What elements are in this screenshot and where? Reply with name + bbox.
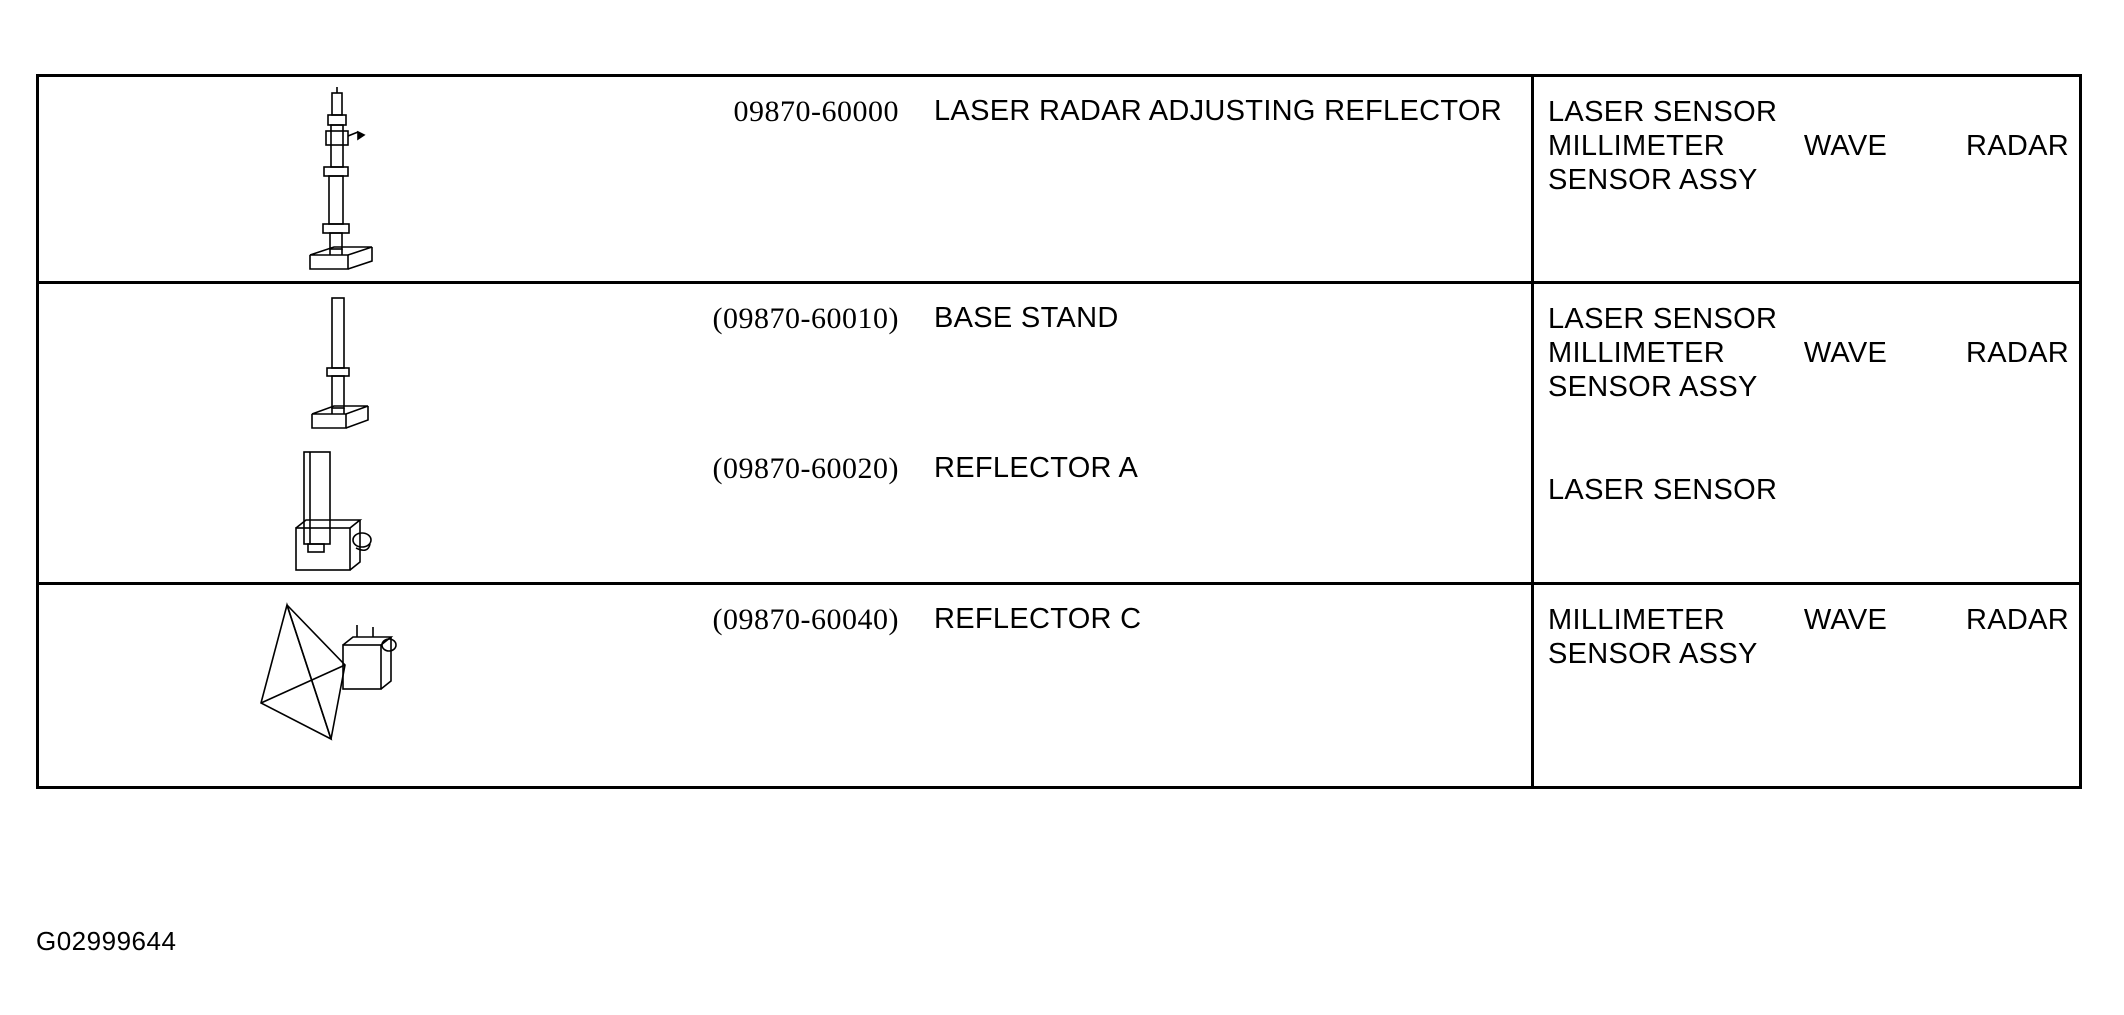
application-word: WAVE bbox=[1803, 130, 1888, 163]
application-word: MILLIMETER bbox=[1548, 604, 1726, 636]
application-cell bbox=[1534, 284, 2079, 582]
application-spacer bbox=[1548, 439, 2069, 473]
row-tool-list bbox=[39, 585, 1534, 786]
table-row bbox=[39, 284, 2079, 585]
application-word: RADAR bbox=[1965, 337, 2069, 370]
tool-entry bbox=[39, 77, 1531, 281]
application-line: LASER SENSOR bbox=[1548, 96, 1778, 128]
reflector-c-icon bbox=[249, 599, 429, 759]
figure-cell bbox=[39, 284, 639, 434]
base-stand-icon bbox=[284, 294, 394, 434]
figure-caption: G02999644 bbox=[36, 926, 177, 956]
application-line bbox=[1548, 603, 2069, 637]
application-word: MILLIMETER bbox=[1548, 130, 1726, 163]
tool-code: (09870-60020) bbox=[712, 452, 899, 485]
application-word: RADAR bbox=[1965, 130, 2069, 163]
application-word: MILLIMETER bbox=[1548, 337, 1726, 370]
tool-code: 09870-60000 bbox=[733, 95, 899, 128]
table-row bbox=[39, 77, 2079, 284]
application-line: LASER SENSOR bbox=[1548, 303, 1778, 335]
row-tool-list bbox=[39, 77, 1534, 281]
laser-radar-adjusting-reflector-assembly-icon bbox=[274, 87, 404, 277]
application-cell bbox=[1534, 585, 2079, 786]
application-word: WAVE bbox=[1803, 604, 1888, 636]
application-word: WAVE bbox=[1803, 337, 1888, 370]
tool-code: (09870-60010) bbox=[712, 302, 899, 335]
application-line bbox=[1548, 336, 2069, 370]
tool-name: LASER RADAR ADJUSTING REFLECTOR bbox=[934, 95, 1502, 127]
tool-code: (09870-60040) bbox=[712, 603, 899, 636]
application-line: LASER SENSOR bbox=[1548, 473, 1778, 506]
application-line: SENSOR ASSY bbox=[1548, 638, 1758, 671]
application-word: RADAR bbox=[1965, 604, 2069, 636]
application-line bbox=[1548, 129, 2069, 163]
table-row bbox=[39, 585, 2079, 786]
figure-cell bbox=[39, 585, 639, 759]
figure-cell bbox=[39, 77, 639, 277]
tool-name: REFLECTOR C bbox=[934, 603, 1142, 635]
application-line: SENSOR ASSY bbox=[1548, 371, 1758, 404]
tool-name: REFLECTOR A bbox=[934, 452, 1139, 484]
application-spacer bbox=[1548, 405, 2069, 439]
tool-entry bbox=[39, 585, 1531, 786]
row-tool-list bbox=[39, 284, 1534, 582]
tool-name: BASE STAND bbox=[934, 302, 1119, 334]
tool-entry bbox=[39, 434, 1531, 582]
tool-entry bbox=[39, 284, 1531, 434]
figure-cell bbox=[39, 434, 639, 584]
application-cell bbox=[1534, 77, 2079, 281]
reflector-a-icon bbox=[274, 444, 404, 584]
special-tools-table bbox=[36, 74, 2082, 789]
application-line: SENSOR ASSY bbox=[1548, 164, 1758, 197]
